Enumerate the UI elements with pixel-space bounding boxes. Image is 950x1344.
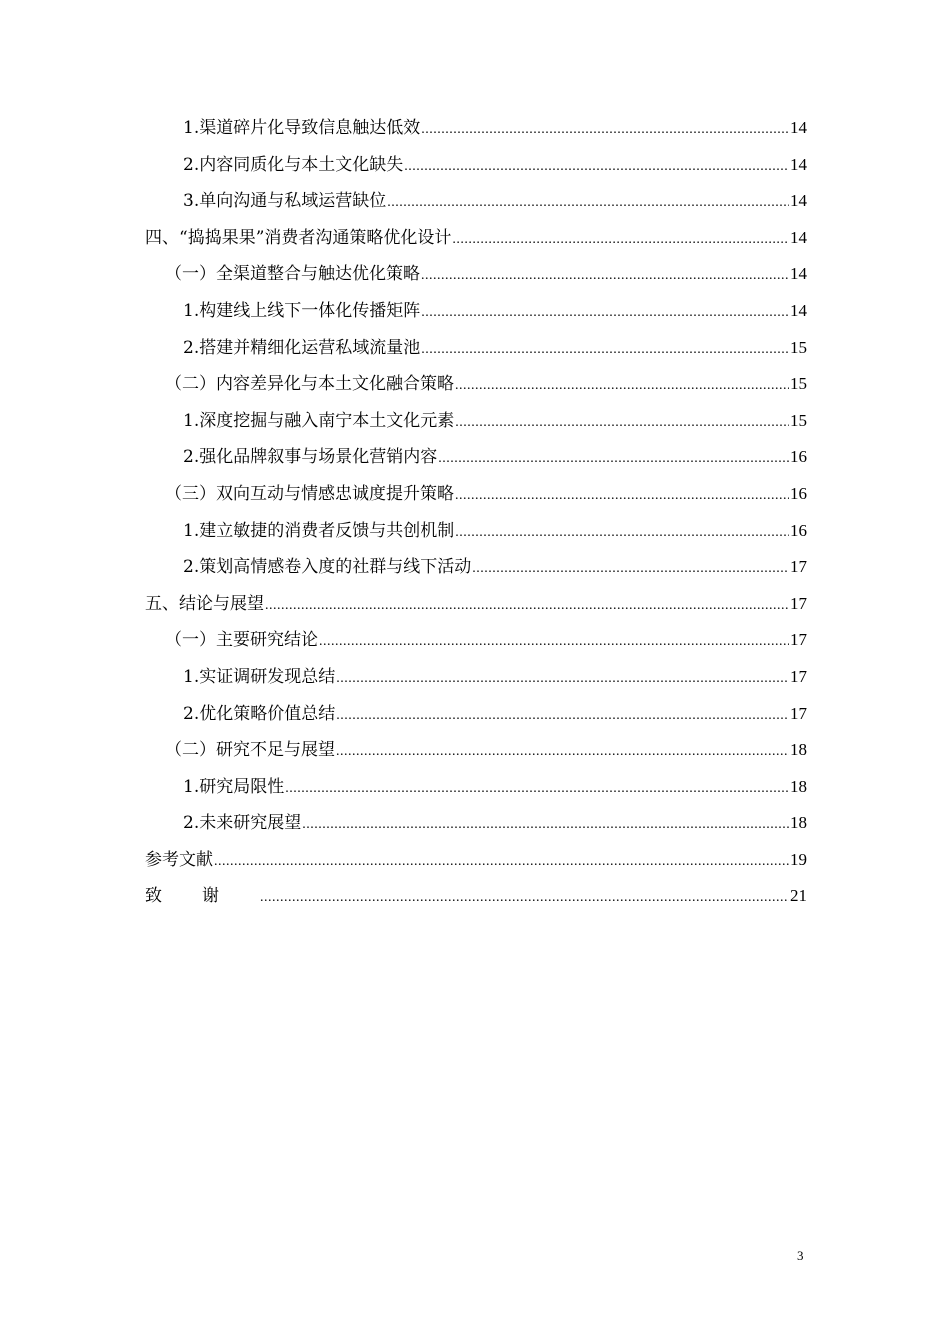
- toc-entry-title: （三）双向互动与情感忠诚度提升策略: [165, 483, 454, 504]
- toc-dot-leader: [421, 112, 789, 149]
- toc-entry[interactable]: [145, 696, 807, 733]
- toc-entry[interactable]: [145, 110, 807, 147]
- toc-entry-page: 18: [790, 813, 807, 833]
- toc-entry[interactable]: [145, 732, 807, 769]
- toc-entry-page: 17: [790, 666, 807, 686]
- toc-entry-title: 1.实证调研发现总结: [183, 666, 336, 687]
- toc-entry-page: 18: [790, 740, 807, 760]
- toc-dot-leader: [387, 185, 789, 222]
- toc-dot-leader: [455, 515, 789, 552]
- toc-entry[interactable]: [145, 293, 807, 330]
- toc-dot-leader: [455, 478, 789, 515]
- toc-entry-page: 17: [790, 630, 807, 650]
- toc-entry[interactable]: [145, 439, 807, 476]
- toc-entry-title: 2.未来研究展望: [183, 813, 302, 834]
- toc-entry-page: 14: [790, 227, 807, 247]
- toc-entry-title: 2.内容同质化与本土文化缺失: [183, 154, 404, 175]
- toc-entry-page: 17: [790, 593, 807, 613]
- toc-entry-title: （二）研究不足与展望: [165, 740, 335, 761]
- toc-dot-leader: [336, 734, 789, 771]
- toc-entry-title: （一）主要研究结论: [165, 630, 318, 651]
- toc-entry-title: 1.渠道碎片化导致信息触达低效: [183, 118, 421, 138]
- toc-entry[interactable]: [145, 769, 807, 806]
- toc-dot-leader: [421, 332, 789, 369]
- toc-dot-leader: [265, 588, 789, 625]
- toc-dot-leader: [452, 222, 789, 259]
- page-number: 3: [797, 1248, 804, 1263]
- toc-entry-page: 16: [790, 520, 807, 540]
- toc-entry[interactable]: [145, 586, 807, 623]
- toc-entry-page: 14: [790, 118, 807, 137]
- toc-entry[interactable]: [145, 513, 807, 550]
- toc-entry[interactable]: [145, 476, 807, 513]
- toc-entry[interactable]: [145, 659, 807, 696]
- toc-entry[interactable]: [145, 147, 807, 184]
- toc-entry-title: 2.策划高情感卷入度的社群与线下活动: [183, 557, 472, 578]
- toc-entry-page: 16: [790, 483, 807, 503]
- toc-entry-page: 14: [790, 154, 807, 174]
- toc-dot-leader: [438, 441, 789, 478]
- toc-entry-page: 14: [790, 300, 807, 320]
- toc-entry[interactable]: [145, 549, 807, 586]
- toc-entry-title: 1.深度挖掘与融入南宁本土文化元素: [183, 410, 455, 431]
- toc-entry-page: 18: [790, 776, 807, 796]
- toc-dot-leader: [472, 551, 789, 588]
- toc-dot-leader: [455, 368, 789, 405]
- toc-entry-page: 17: [790, 703, 807, 723]
- toc-entry[interactable]: [145, 403, 807, 440]
- toc-dot-leader: [285, 771, 789, 808]
- toc-entry-title: 参考文献: [145, 849, 213, 870]
- toc-entry-title: 2.强化品牌叙事与场景化营销内容: [183, 447, 438, 468]
- toc-dot-leader: [421, 258, 789, 295]
- toc-dot-leader: [302, 807, 789, 844]
- toc-entry[interactable]: [145, 366, 807, 403]
- toc-dot-leader: [336, 698, 789, 735]
- toc-dot-leader: [214, 844, 789, 881]
- toc-dot-leader: [336, 661, 789, 698]
- toc-entry-page: 17: [790, 557, 807, 577]
- toc-dot-leader: [260, 880, 789, 917]
- toc-dot-leader: [319, 624, 789, 661]
- toc-entry[interactable]: [145, 183, 807, 220]
- toc-entry-page: 21: [790, 886, 807, 906]
- toc-entry-page: 15: [790, 337, 807, 357]
- toc-entry-title: 2.优化策略价值总结: [183, 703, 336, 724]
- toc-entry-title: 1.建立敏捷的消费者反馈与共创机制: [183, 520, 455, 541]
- toc-entry[interactable]: [145, 220, 807, 257]
- toc-entry-title: 致谢: [145, 886, 259, 907]
- toc-entry-title: 五、结论与展望: [145, 593, 264, 614]
- toc-entry-title: （一）全渠道整合与触达优化策略: [165, 264, 420, 285]
- toc-entry[interactable]: [145, 622, 807, 659]
- toc-entry-page: 15: [790, 410, 807, 430]
- toc-entry-page: 14: [790, 264, 807, 284]
- toc-entry-title: 四、“捣捣果果”消费者沟通策略优化设计: [145, 227, 452, 248]
- toc-entry[interactable]: [145, 805, 807, 842]
- toc-entry-title: 1.研究局限性: [183, 776, 285, 797]
- toc-entry[interactable]: [145, 878, 807, 915]
- toc-entry-page: 19: [790, 849, 807, 869]
- toc-dot-leader: [404, 149, 789, 186]
- toc-entry-title: 1.构建线上线下一体化传播矩阵: [183, 300, 421, 321]
- toc-entry-title: 2.搭建并精细化运营私域流量池: [183, 337, 421, 358]
- toc-entry-page: 14: [790, 191, 807, 211]
- toc-entry-page: 15: [790, 374, 807, 394]
- toc-dot-leader: [455, 405, 789, 442]
- table-of-contents: [145, 110, 807, 915]
- toc-entry[interactable]: [145, 256, 807, 293]
- toc-dot-leader: [421, 295, 789, 332]
- toc-entry[interactable]: [145, 842, 807, 879]
- toc-entry-page: 16: [790, 447, 807, 467]
- toc-entry[interactable]: [145, 330, 807, 367]
- toc-entry-title: （二）内容差异化与本土文化融合策略: [165, 374, 454, 395]
- toc-entry-title: 3.单向沟通与私域运营缺位: [183, 191, 387, 212]
